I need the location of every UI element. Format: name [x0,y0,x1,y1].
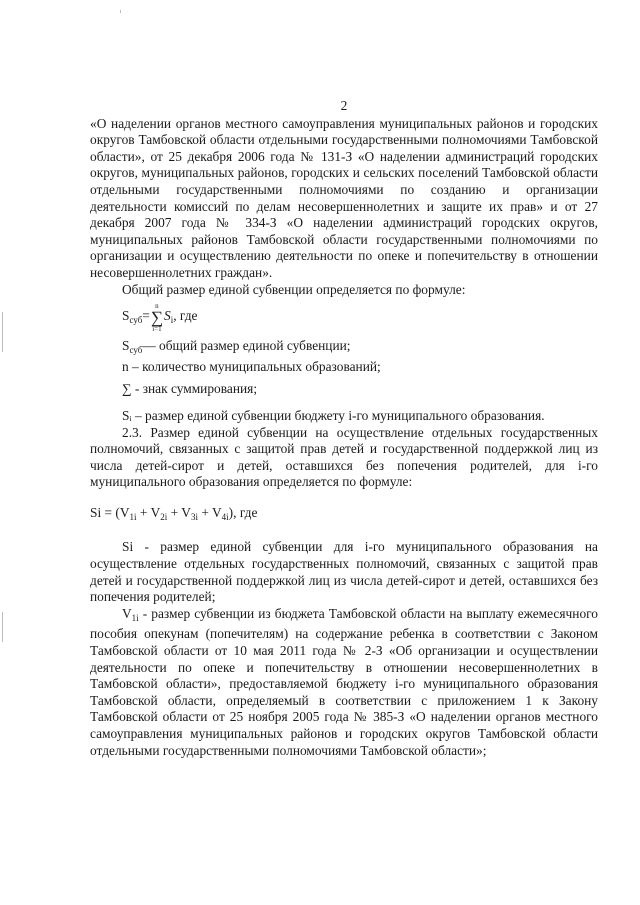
scan-mark-top [120,10,121,13]
page-number: 2 [340,98,348,113]
definition-sum: ∑ - знак суммирования; [122,381,258,397]
formula-term: $S_i$, где [163,307,198,325]
scan-mark-left-bottom [2,612,3,642]
sum-sign-icon: ∑ [122,381,132,397]
formula-lhs: $S_{суб}=$ [122,307,150,325]
definition-si: Sᵢ – размер единой субвенции бюджету i-го муниципального образования. [122,407,545,423]
paragraph-law-references: «О наделении органов местного самоуправления муниципальных районов и городских округов Тамбовской области отдельными государственными полномочиями Тамбовской области», от 25 декабря 2006 года № 131-З «О наделении администраций городских округов, муниципальных районов, городских и сельских поселений Тамбовской области отдельными государственными полномочиями по созданию и организации деятельности комиссий по делам несовершеннолетних и защите их прав» и от 27 декабря 2007 года № 334-З «О наделении администраций городских округов, муниципальных районов Тамбовской области государственными полномочиями по организации и осуществлению деятельности по опеке и попечительству в отношении несовершеннолетних граждан». [90,115,598,280]
definition-n: n – количество муниципальных образований; [122,358,381,374]
paragraph-2-3: 2.3. Размер единой субвенции на осуществление отдельных государственных полномочий, связанных с защитой прав детей и государственной поддержкой лиц из числа детей-сирот и детей, оставшихся без попечения родителей, для i-го муниципального образования определяется по формуле: [90,424,598,490]
formula-si: $Si = (V_{1i} + V_{2i} + V_{3i} + V_{4i})$, где [90,504,258,522]
scan-mark-left-top [2,312,3,352]
paragraph-formula-intro: Общий размер единой субвенции определяется по формуле: [122,281,466,297]
definition-s-sub: $S_{суб}—$ общий размер единой субвенции; [122,338,351,356]
document-page [90,98,598,759]
sum-icon: n ∑ i=1 [150,302,163,334]
paragraph-si-definition: Si - размер единой субвенции для i-го муниципального образования на осуществление отдельных государственных полномочий, связанных с защитой прав детей и государственной поддержкой лиц из числа детей-сирот и детей, оставшихся без попечения родителей; [90,539,598,605]
paragraph-v1i-definition: $V_{1i}$ - размер субвенции из бюджета Тамбовской области на выплату ежемесячного пособия опекунам (попечителям) на содержание ребенка в соответствии с Законом Тамбовской области от 10 мая 2011 года № 2-З «Об организации и осуществлении деятельности по опеке и попечительству в отношении несовершеннолетних в Тамбовской области», предоставляемой бюджету i-го муниципального образования Тамбовской области, определяемый в соответствии с приложением 1 к Закону Тамбовской области от 25 ноября 2005 года № 385-З «О наделении органов местного самоуправления муниципальных районов и городских округов Тамбовской области отдельными государственными полномочиями Тамбовской области»; [90,605,598,758]
formula-total-subvention [122,302,598,334]
